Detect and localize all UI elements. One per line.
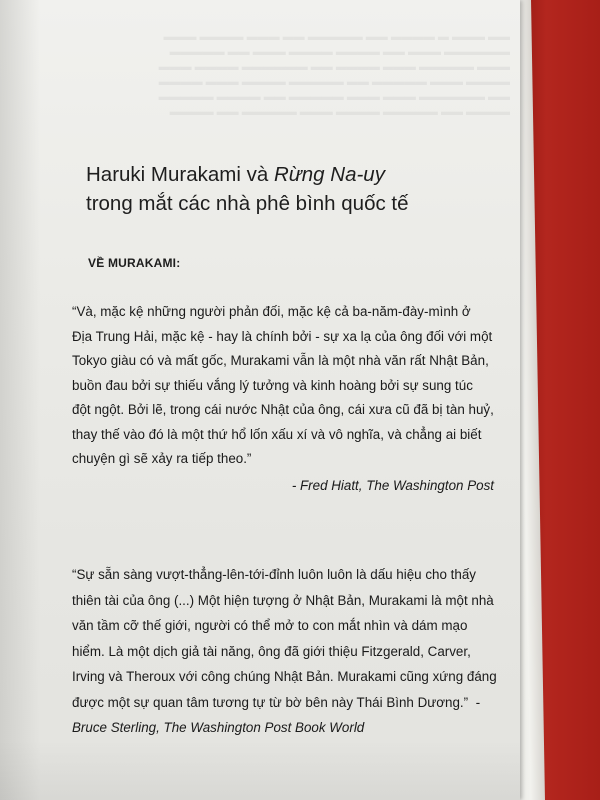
- title-book-name: Rừng Na-uy: [273, 163, 385, 186]
- quote-attribution: - Bruce Sterling, The Washington Post Book World: [72, 694, 480, 735]
- quote-block: [72, 562, 502, 741]
- quote-text: “Và, mặc kệ những người phản đối, mặc kệ cả ba-năm-đày-mình ở Địa Trung Hải, mặc kệ - hay là chính bởi - sự xa lạ của ông đối với một Tokyo giàu có và mất gốc, Murakami vẫn là một nhà văn rất Nhật Bản, buồn đau bởi sự thiếu vắng lý tưởng và kinh hoàng bởi sự sung túc đột ngột. Bởi lẽ, trong cái nước Nhật của ông, cái xưa cũ đã bị tàn huỷ, thay thế vào đó là một thứ hổ lốn xấu xí và vô nghĩa, và chẳng ai biết chuyện gì sẽ xảy ra tiếp theo.”: [72, 304, 494, 466]
- page-gutter-shadow: [0, 0, 40, 800]
- section-heading: VỀ MURAKAMI:: [88, 256, 181, 270]
- quote-block: [72, 300, 494, 498]
- page-bottom-shadow: [0, 740, 520, 800]
- title-part-1: Haruki Murakami và: [86, 163, 274, 186]
- quote-text: “Sự sẵn sàng vượt-thẳng-lên-tới-đỉnh luôn luôn là dấu hiệu cho thấy thiên tài của ông (...) Một hiện tượng ở Nhật Bản, Murakami là một nhà văn tầm cỡ thế giới, người có thể mở to con mắt nhìn và dám mạo hiểm. Là một dịch giả tài năng, ông đã giới thiệu Fitzgerald, Carver, Irving và Theroux với công chúng Nhật Bản. Murakami cũng xứng đáng được một sự quan tâm tương tự từ bờ bên này Thái Bình Dương.”: [72, 567, 497, 710]
- show-through-text: ▬▬ ▬▬▬ ▬ ▬▬▬▬ ▬▬ ▬▬▬▬▬ ▬▬ ▬▬▬ ▬▬▬▬ ▬▬▬ ▬▬▬▬▬▬ ▬▬▬ ▬▬ ▬▬▬▬ ▬▬▬▬ ▬▬▬ ▬▬ ▬▬▬▬▬ ▬▬▬ ▬▬▬▬▬ ▬▬▬ ▬▬▬▬ ▬▬ ▬▬▬▬▬▬ ▬▬▬▬ ▬▬▬ ▬▬▬▬ ▬▬▬ ▬▬▬▬▬ ▬▬ ▬▬▬▬▬ ▬▬▬▬ ▬▬▬ ▬▬▬▬ ▬▬ ▬▬▬▬▬▬ ▬▬▬ ▬▬▬ ▬▬▬▬▬ ▬▬ ▬▬▬▬ ▬▬▬▬▬ ▬▬▬▬ ▬▬ ▬▬▬▬▬ ▬▬▬▬ ▬▬▬ ▬▬▬▬▬ ▬▬ ▬▬▬▬: [158, 31, 510, 118]
- quote-attribution: - Fred Hiatt, The Washington Post: [291, 477, 494, 493]
- title-line-2: trong mắt các nhà phê bình quốc tế: [86, 192, 409, 215]
- page-title: [86, 160, 486, 218]
